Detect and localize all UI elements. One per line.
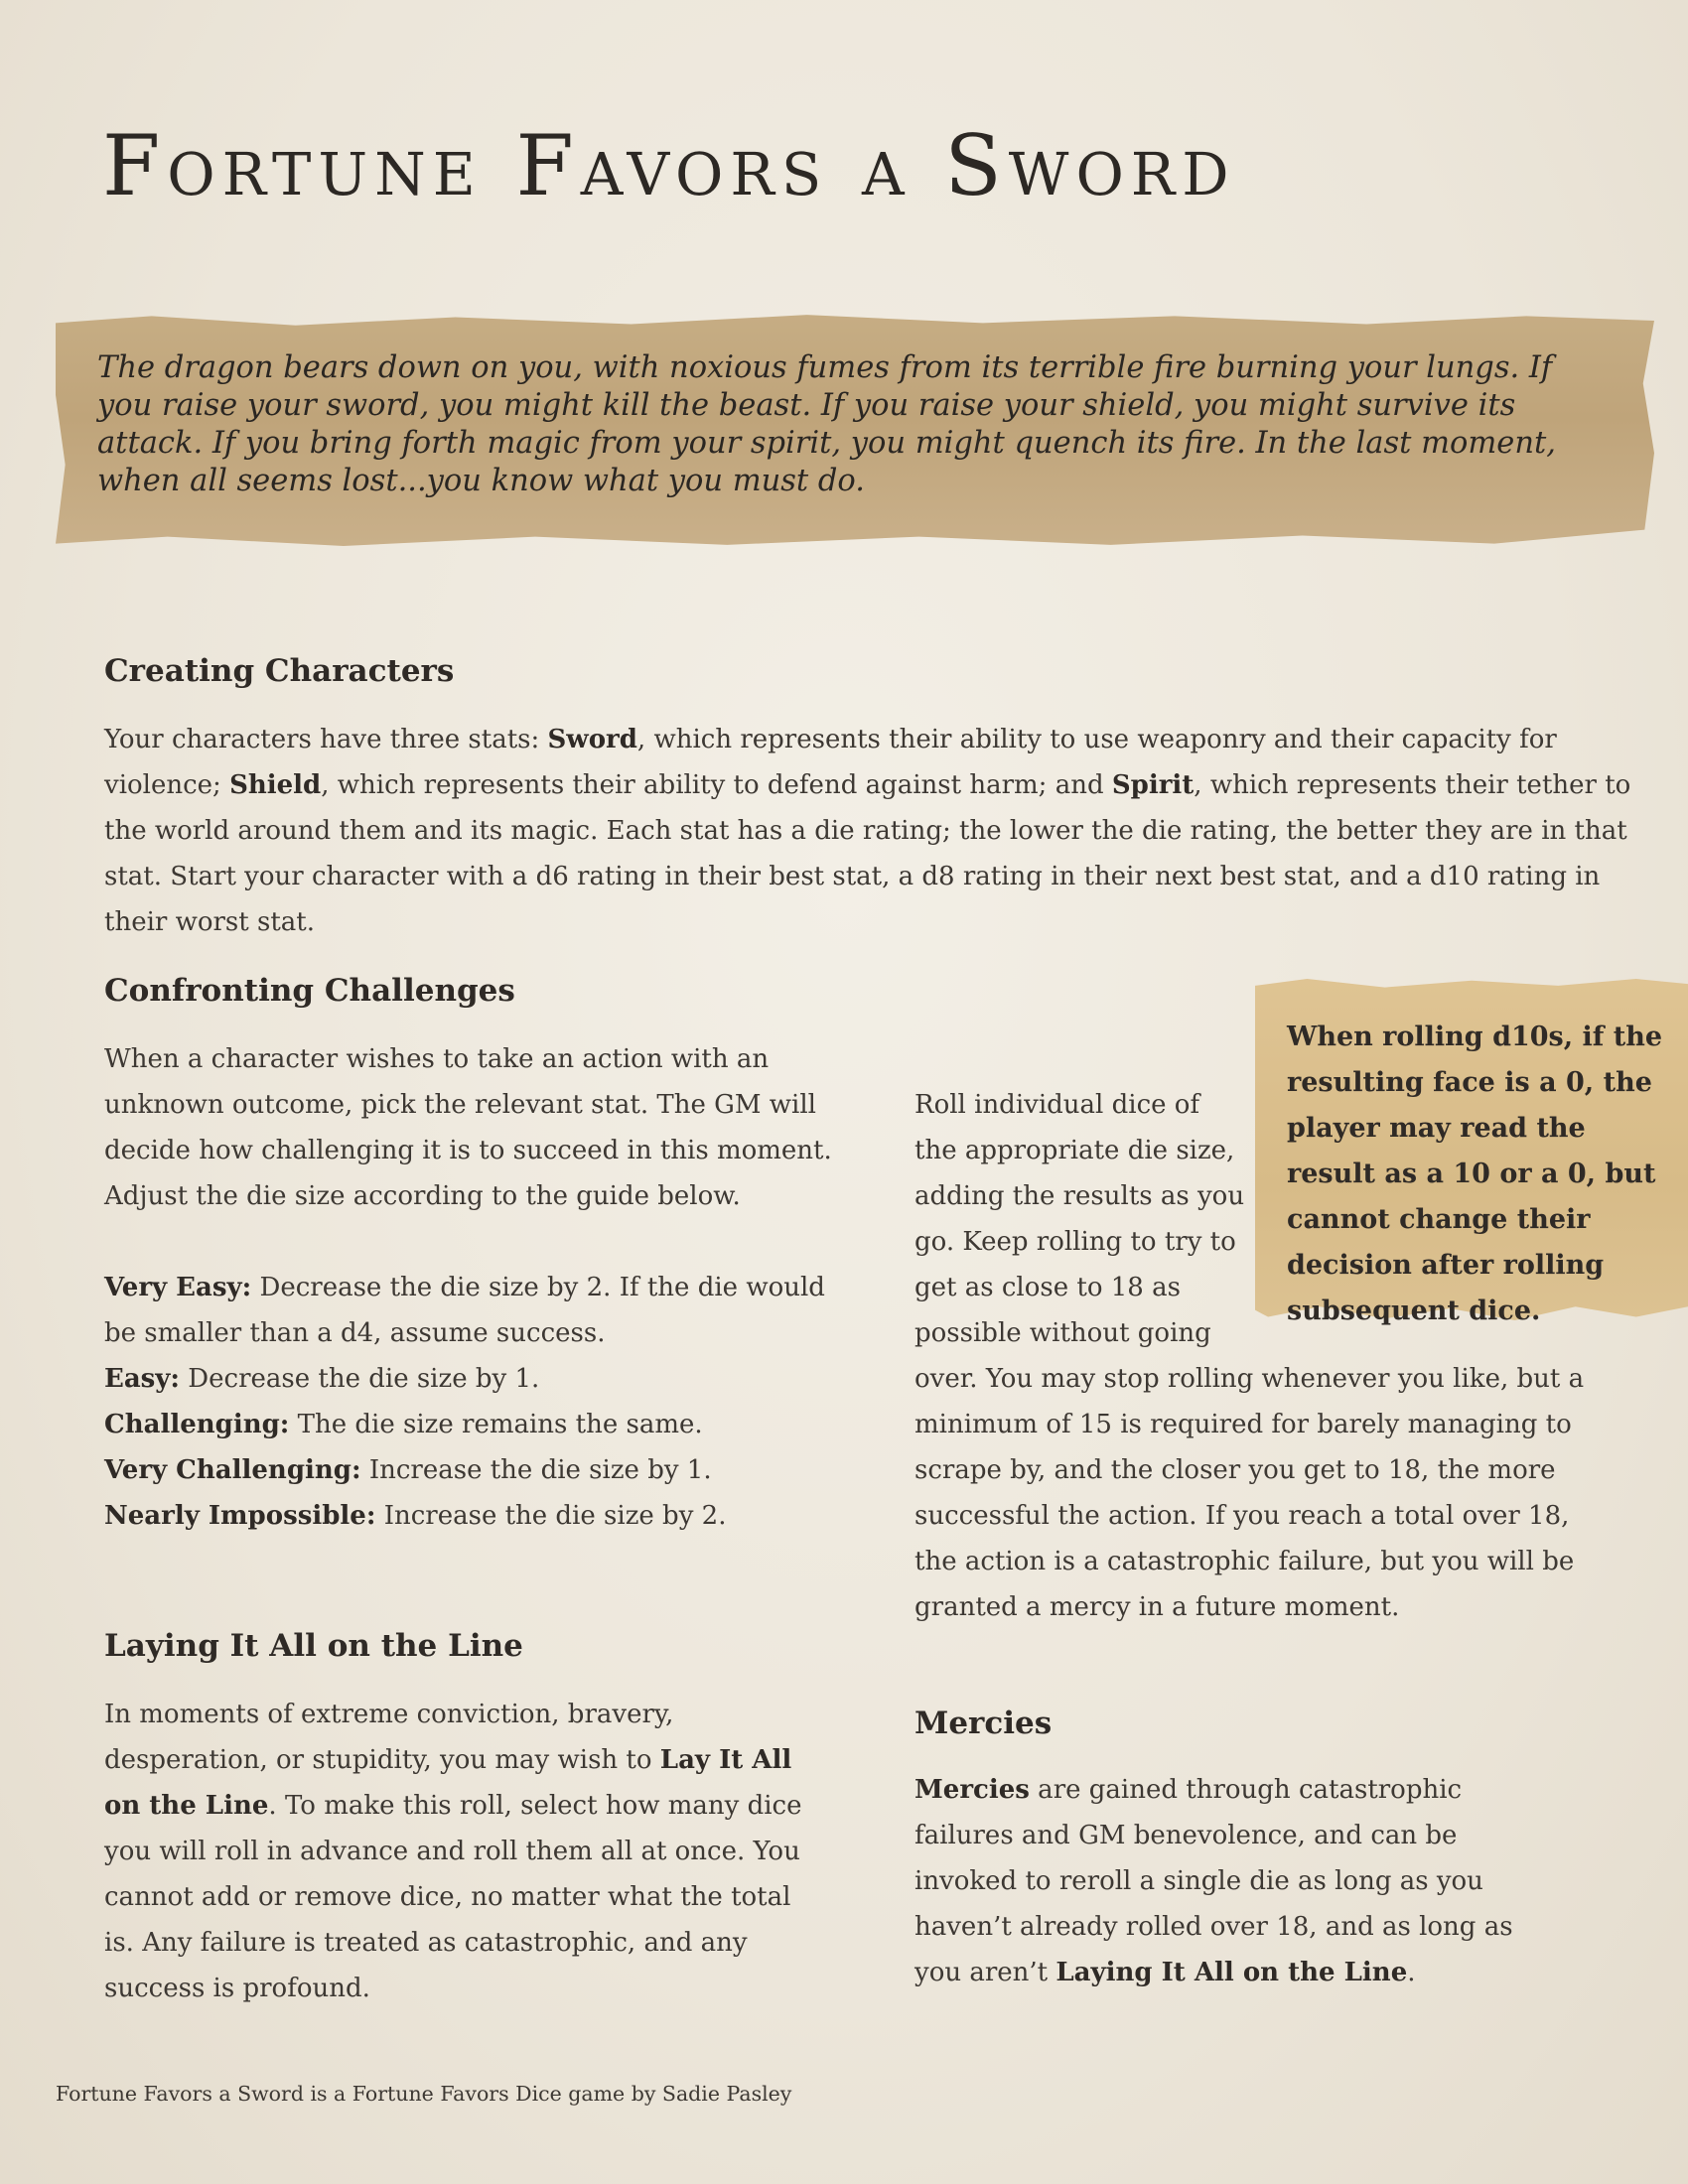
page-title: Fortune Favors a Sword	[102, 117, 1236, 214]
rolling-line: Roll individual dice of	[914, 1090, 1200, 1120]
difficulty-very-challenging: Very Challenging: Increase the die size by 1.	[104, 1455, 712, 1485]
rolling-line: go. Keep rolling to try to	[914, 1227, 1236, 1257]
rolling-line: possible without going	[914, 1318, 1211, 1348]
footer-credit: Fortune Favors a Sword is a Fortune Favors Dice game by Sadie Pasley	[56, 2082, 792, 2106]
difficulty-nearly-impossible: Nearly Impossible: Increase the die size by 2.	[104, 1501, 727, 1531]
d10-note-text: When rolling d10s, if the resulting face is a 0, the player may read the result as a 10 or a 0, but cannot change their decision after rolling subsequent dice.	[1287, 1022, 1663, 1326]
rolling-rules-text: over. You may stop rolling whenever you like, but a minimum of 15 is required for barely managing to scrape by, and the closer you get to 18, the more successful the action. If you reach a total over 18, the action is a catastrophic failure, but you will be granted a mercy in a future moment.	[914, 1364, 1585, 1622]
mercies-text: Mercies are gained through catastrophic failures and GM benevolence, and can be invoked to reroll a single die as long as you haven’t already rolled over 18, and as long as you aren’t Laying It All on the Line.	[914, 1775, 1513, 1987]
difficulty-very-easy: Very Easy: Decrease the die size by 2. If the die would be smaller than a d4, assume success.	[104, 1273, 825, 1348]
intro-text: The dragon bears down on you, with noxious fumes from its terrible fire burning your lungs. If you raise your sword, you might kill the beast. If you raise your shield, you might survive its attack. If you bring forth magic from your spirit, you might quench its fire. In the last moment, when all seems lost...you know what you must do.	[97, 350, 1556, 498]
rolling-rules-narrow	[914, 1082, 1252, 1356]
confronting-challenges-heading: Confronting Challenges	[104, 973, 515, 1009]
creating-characters-text: Your characters have three stats: Sword, which represents their ability to use weaponry and their capacity for violence; Shield, which represents their ability to defend against harm; and Spirit, which represents their tether to the world around them and its magic. Each stat has a die rating; the lower the die rating, the better they are in that stat. Start your character with a d6 rating in their best stat, a d8 rating in their next best stat, and a d10 rating in their worst stat.	[104, 725, 1631, 937]
difficulty-easy: Easy: Decrease the die size by 1.	[104, 1364, 540, 1394]
confronting-challenges-intro: When a character wishes to take an action with an unknown outcome, pick the relevant stat. The GM will decide how challenging it is to succeed in this moment. Adjust the die size according to the guide below.	[104, 1044, 832, 1211]
difficulty-list	[104, 1265, 839, 1539]
mercies-heading: Mercies	[914, 1706, 1053, 1741]
rolling-line: adding the results as you	[914, 1181, 1245, 1211]
stat-sword: Sword	[547, 725, 637, 754]
laying-it-all-heading: Laying It All on the Line	[104, 1628, 523, 1664]
difficulty-challenging: Challenging: The die size remains the same.	[104, 1410, 703, 1439]
rolling-line: get as close to 18 as	[914, 1273, 1181, 1302]
laying-it-all-text: In moments of extreme conviction, bravery, desperation, or stupidity, you may wish to Lay It All on the Line. To make this roll, select how many dice you will roll in advance and roll them all at once. You cannot add or remove dice, no matter what the total is. Any failure is treated as catastrophic, and any success is profound.	[104, 1700, 802, 2003]
stat-shield: Shield	[229, 770, 322, 800]
rolling-line: the appropriate die size,	[914, 1136, 1235, 1165]
stat-spirit: Spirit	[1111, 770, 1195, 800]
creating-characters-heading: Creating Characters	[104, 653, 455, 689]
